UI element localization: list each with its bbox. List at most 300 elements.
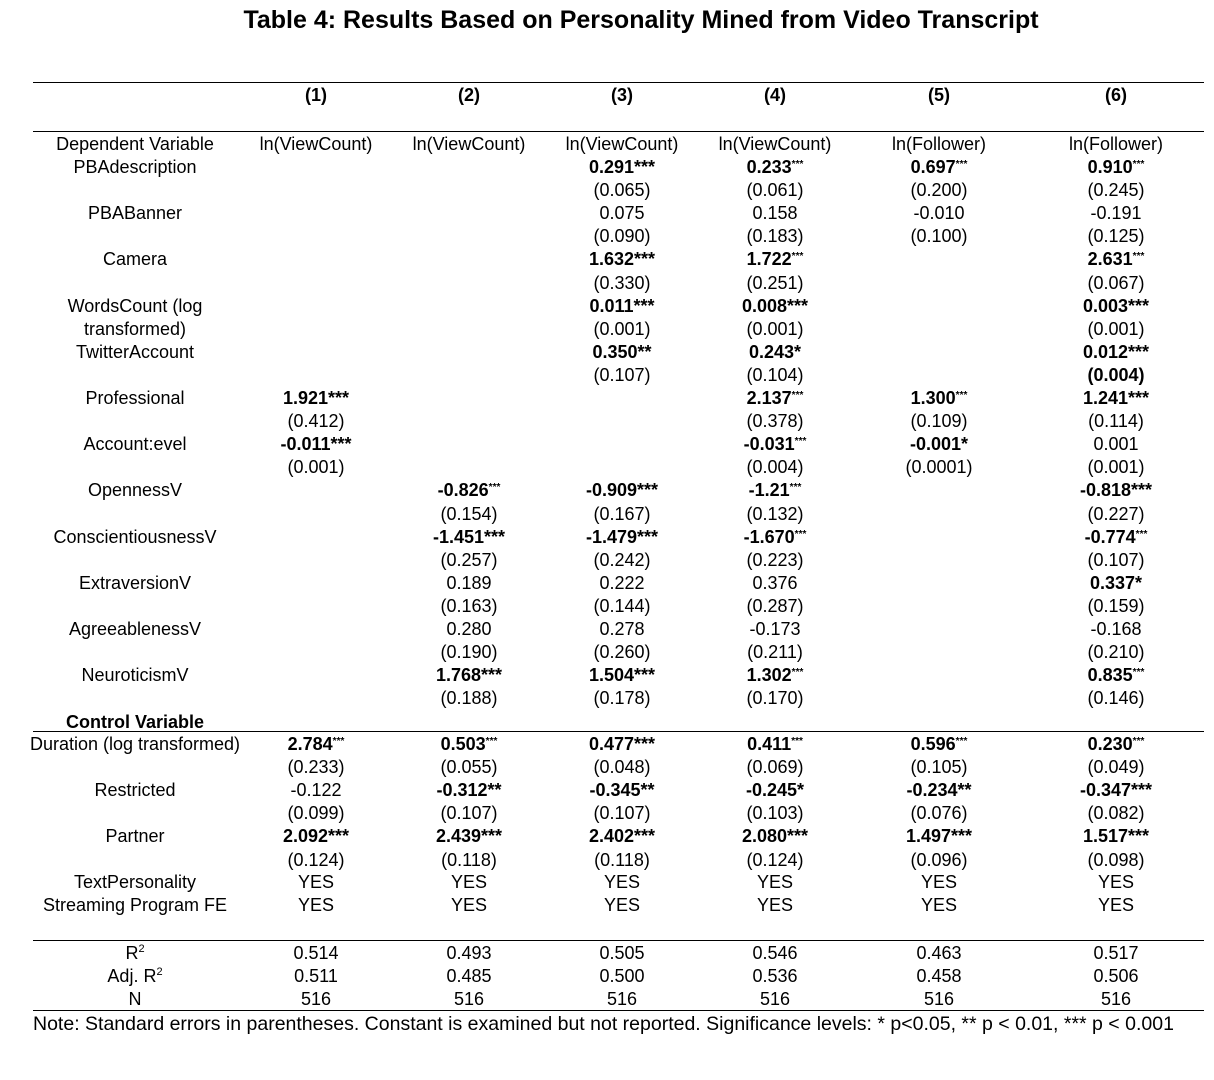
standard-error-value: (0.159) — [1087, 595, 1145, 616]
row-label — [25, 988, 245, 1011]
standard-error-cell — [241, 410, 391, 433]
significance-stars: *** — [1132, 736, 1145, 747]
standard-error-value: (0.154) — [440, 503, 498, 524]
significance-stars: *** — [791, 251, 804, 263]
fixed-effect-cell — [700, 871, 850, 894]
coefficient-value: 1.504*** — [588, 665, 656, 686]
coefficient-value: 0.008*** — [741, 295, 809, 316]
standard-error-value: (0.0001) — [905, 457, 973, 478]
standard-error-value: (0.330) — [593, 272, 651, 293]
column-header — [256, 84, 376, 107]
coefficient-cell — [547, 526, 697, 549]
standard-error-cell — [700, 225, 850, 248]
standard-error-cell — [394, 756, 544, 779]
standard-error-cell — [547, 318, 697, 341]
coefficient-value: 0.697 — [910, 157, 956, 177]
statistic-cell — [394, 965, 544, 988]
standard-error-cell — [864, 849, 1014, 872]
statistic-cell — [700, 965, 850, 988]
fixed-effect-cell — [241, 871, 391, 894]
statistic-cell — [394, 988, 544, 1011]
coefficient-cell — [1041, 387, 1191, 410]
row-label — [25, 202, 245, 225]
coefficient-value: 1.921*** — [282, 388, 350, 408]
standard-error-value: (0.001) — [593, 318, 651, 339]
coefficient-cell — [394, 618, 544, 641]
row-label — [25, 965, 245, 991]
coefficient-cell — [700, 779, 850, 802]
coefficient-cell — [700, 387, 850, 410]
standard-error-cell — [547, 503, 697, 526]
coefficient-value: -1.21 — [748, 480, 790, 501]
standard-error-cell — [547, 549, 697, 572]
standard-error-cell — [547, 756, 697, 779]
coefficient-cell — [547, 779, 697, 802]
coefficient-cell — [700, 156, 850, 179]
coefficient-value: 0.280 — [446, 619, 492, 639]
standard-error-cell — [394, 549, 544, 572]
coefficient-value: 2.631 — [1087, 249, 1133, 270]
standard-error-cell — [1041, 456, 1191, 479]
standard-error-cell — [547, 364, 697, 387]
fixed-effect-cell — [241, 894, 391, 917]
standard-error-value: (0.378) — [746, 411, 804, 432]
coefficient-value: -0.818*** — [1079, 480, 1153, 501]
standard-error-cell — [394, 641, 544, 664]
cell-text: YES — [450, 872, 488, 892]
standard-error-value: (0.076) — [910, 803, 968, 824]
fixed-effect-cell — [864, 871, 1014, 894]
coefficient-value: -0.312** — [436, 780, 502, 801]
row-label — [25, 341, 245, 364]
standard-error-cell — [1041, 849, 1191, 872]
coefficient-value: 0.596 — [910, 734, 956, 754]
coefficient-value: 1.768*** — [435, 665, 503, 686]
coefficient-cell — [547, 664, 697, 687]
standard-error-value: (0.233) — [287, 757, 345, 778]
cell-text: 516 — [1100, 989, 1132, 1010]
row-label-text: N — [128, 989, 142, 1010]
cell-text: 0.536 — [752, 966, 798, 987]
standard-error-value: (0.098) — [1087, 849, 1145, 870]
coefficient-value: -1.670 — [743, 526, 795, 547]
coefficient-value: -0.173 — [749, 619, 801, 639]
cell-text: 0.485 — [446, 966, 492, 987]
row-label-text: PBABanner — [87, 203, 183, 224]
coefficient-value: 0.230 — [1087, 734, 1133, 754]
coefficient-cell — [864, 433, 1014, 456]
standard-error-cell — [864, 179, 1014, 202]
row-label — [25, 894, 245, 917]
standard-error-value: (0.118) — [594, 849, 650, 870]
coefficient-cell — [1041, 664, 1191, 687]
standard-error-value: (0.188) — [440, 688, 498, 709]
standard-error-cell — [864, 410, 1014, 433]
coefficient-cell — [547, 733, 697, 756]
standard-error-value: (0.167) — [593, 503, 651, 524]
coefficient-value: 2.137 — [746, 388, 792, 408]
coefficient-value: 1.722 — [746, 249, 792, 270]
dependent-variable-cell — [1041, 133, 1191, 156]
coefficient-value: 1.300 — [910, 388, 956, 408]
cell-text: 516 — [923, 989, 955, 1010]
row-label-text: Adj. R — [107, 966, 157, 987]
statistic-cell — [241, 965, 391, 988]
coefficient-cell — [700, 433, 850, 456]
row-label-text: Restricted — [94, 780, 176, 801]
coefficient-value: 1.517*** — [1082, 826, 1150, 847]
standard-error-value: (0.210) — [1087, 642, 1145, 663]
statistic-cell — [700, 942, 850, 965]
coefficient-cell — [241, 387, 391, 410]
coefficient-value: 1.302 — [746, 665, 792, 686]
coefficient-value: 0.278 — [599, 619, 645, 639]
statistic-cell — [547, 988, 697, 1011]
coefficient-cell — [700, 248, 850, 271]
standard-error-cell — [1041, 179, 1191, 202]
statistic-cell — [1041, 965, 1191, 988]
coefficient-cell — [547, 295, 697, 318]
coefficient-cell — [700, 479, 850, 502]
standard-error-cell — [394, 687, 544, 710]
coefficient-cell — [241, 433, 391, 456]
control-variable-title — [25, 711, 245, 734]
significance-stars: *** — [955, 390, 968, 401]
row-label-text: ExtraversionV — [78, 572, 192, 593]
significance-stars: *** — [1132, 667, 1145, 679]
dependent-variable-cell — [241, 133, 391, 156]
row-label-text: NeuroticismV — [81, 665, 189, 686]
cell-text: YES — [756, 872, 794, 892]
standard-error-cell — [1041, 503, 1191, 526]
coefficient-value: 2.092*** — [282, 826, 350, 847]
cell-text: ln(Follower) — [891, 134, 987, 154]
standard-error-cell — [547, 272, 697, 295]
row-label — [25, 433, 245, 456]
coefficient-value: 0.337* — [1089, 572, 1143, 593]
coefficient-cell — [1041, 479, 1191, 502]
fixed-effect-cell — [1041, 871, 1191, 894]
standard-error-cell — [394, 802, 544, 825]
cell-text: 0.463 — [916, 943, 962, 963]
row-label-text: OpennessV — [87, 480, 183, 501]
coefficient-value: 0.835 — [1087, 665, 1133, 686]
table-note: Note: Standard errors in parentheses. Constant is examined but not reported. Significance levels: * p<0.05, ** p < 0.01, *** p < 0.001 — [33, 1013, 1174, 1035]
superscript: 2 — [156, 966, 163, 979]
cell-text: 0.506 — [1093, 966, 1139, 987]
statistic-cell — [547, 965, 697, 988]
statistic-cell — [241, 988, 391, 1011]
cell-text: 0.493 — [446, 943, 492, 963]
cell-text: YES — [920, 872, 958, 892]
coefficient-value: 0.503 — [440, 734, 486, 754]
coefficient-value: 2.080*** — [741, 826, 809, 847]
coefficient-cell — [700, 295, 850, 318]
row-label — [25, 664, 245, 687]
column-header-text: (1) — [305, 85, 327, 105]
standard-error-value: (0.211) — [747, 642, 803, 663]
coefficient-cell — [700, 202, 850, 225]
coefficient-cell — [394, 664, 544, 687]
standard-error-cell — [1041, 641, 1191, 664]
row-label-text: Duration (log transformed) — [29, 734, 241, 754]
standard-error-cell — [394, 503, 544, 526]
row-label-text: PBAdescription — [73, 157, 197, 177]
coefficient-value: -0.826 — [437, 480, 489, 501]
cell-text: ln(ViewCount) — [412, 134, 526, 154]
standard-error-cell — [700, 849, 850, 872]
dependent-variable-cell — [864, 133, 1014, 156]
coefficient-value: -1.479*** — [585, 526, 659, 547]
significance-stars: *** — [794, 436, 807, 448]
coefficient-value: 2.402*** — [588, 826, 656, 847]
dependent-variable-cell — [394, 133, 544, 156]
coefficient-value: -0.234** — [906, 780, 972, 801]
standard-error-cell — [864, 756, 1014, 779]
coefficient-cell — [1041, 341, 1191, 364]
coefficient-value: -1.451*** — [432, 526, 506, 547]
standard-error-value: (0.412) — [287, 411, 345, 432]
cell-text: 0.517 — [1093, 943, 1139, 963]
standard-error-value: (0.257) — [440, 549, 498, 570]
significance-stars: *** — [791, 667, 804, 679]
standard-error-value: (0.100) — [910, 226, 968, 247]
standard-error-cell — [1041, 595, 1191, 618]
statistic-cell — [700, 988, 850, 1011]
cell-text: 516 — [453, 989, 485, 1010]
statistic-cell — [864, 942, 1014, 965]
coefficient-cell — [241, 825, 391, 848]
significance-stars: *** — [955, 159, 968, 170]
standard-error-cell — [1041, 272, 1191, 295]
superscript: 2 — [138, 943, 145, 955]
column-header-text: (2) — [458, 85, 480, 105]
standard-error-value: (0.223) — [746, 549, 804, 570]
significance-stars: *** — [789, 482, 802, 494]
row-label — [25, 942, 245, 968]
standard-error-cell — [394, 595, 544, 618]
standard-error-cell — [547, 802, 697, 825]
coefficient-cell — [700, 572, 850, 595]
standard-error-cell — [241, 756, 391, 779]
coefficient-value: 0.291*** — [588, 157, 656, 177]
cell-text: ln(ViewCount) — [718, 134, 832, 154]
coefficient-cell — [394, 479, 544, 502]
dependent-variable-cell — [700, 133, 850, 156]
cell-text: 516 — [300, 989, 332, 1010]
standard-error-value: (0.245) — [1087, 180, 1145, 201]
standard-error-value: (0.287) — [746, 595, 804, 616]
row-label-text: Dependent Variable — [56, 134, 214, 154]
standard-error-cell — [700, 802, 850, 825]
standard-error-cell — [700, 410, 850, 433]
cell-text: YES — [603, 895, 641, 916]
coefficient-value: 0.012*** — [1082, 341, 1150, 362]
standard-error-cell — [547, 687, 697, 710]
standard-error-value: (0.251) — [746, 272, 804, 293]
standard-error-value: (0.107) — [593, 803, 651, 824]
standard-error-value: (0.055) — [440, 757, 498, 778]
standard-error-value: (0.124) — [287, 849, 345, 870]
standard-error-value: (0.090) — [593, 226, 651, 247]
standard-error-value: (0.163) — [440, 595, 498, 616]
standard-error-cell — [1041, 364, 1191, 387]
coefficient-cell — [700, 618, 850, 641]
standard-error-value: (0.107) — [1087, 549, 1145, 570]
coefficient-value: 0.222 — [599, 572, 645, 593]
standard-error-value: (0.170) — [746, 688, 804, 709]
coefficient-cell — [547, 618, 697, 641]
coefficient-cell — [700, 341, 850, 364]
standard-error-cell — [241, 802, 391, 825]
standard-error-value: (0.190) — [440, 642, 498, 663]
coefficient-cell — [547, 341, 697, 364]
coefficient-cell — [700, 664, 850, 687]
standard-error-value: (0.082) — [1087, 803, 1145, 824]
coefficient-cell — [241, 733, 391, 756]
standard-error-value: (0.004) — [746, 457, 804, 478]
row-label — [25, 295, 245, 341]
significance-stars: *** — [791, 159, 804, 170]
coefficient-cell — [1041, 618, 1191, 641]
coefficient-value: -0.011*** — [280, 434, 352, 455]
coefficient-value: 1.241*** — [1082, 388, 1150, 408]
standard-error-value: (0.061) — [746, 180, 804, 201]
statistic-cell — [1041, 942, 1191, 965]
cell-text: ln(Follower) — [1068, 134, 1164, 154]
row-label-text: TextPersonality — [73, 872, 197, 892]
coefficient-cell — [1041, 295, 1191, 318]
column-header-text: (5) — [928, 85, 950, 105]
standard-error-value: (0.048) — [593, 757, 651, 778]
standard-error-value: (0.105) — [910, 757, 968, 778]
standard-error-value: (0.001) — [287, 457, 345, 478]
row-label-text: ConscientiousnessV — [53, 526, 217, 547]
standard-error-value: (0.183) — [746, 226, 804, 247]
standard-error-value: (0.178) — [593, 688, 651, 709]
significance-stars: *** — [791, 736, 803, 747]
standard-error-value: (0.144) — [593, 595, 651, 616]
coefficient-value: -0.774 — [1084, 526, 1136, 547]
coefficient-value: 1.632*** — [588, 249, 656, 270]
cell-text: 516 — [759, 989, 791, 1010]
row-label — [25, 733, 245, 756]
standard-error-value: (0.132) — [746, 503, 804, 524]
significance-stars: *** — [1135, 528, 1148, 540]
coefficient-value: -0.168 — [1090, 619, 1142, 639]
standard-error-cell — [864, 225, 1014, 248]
standard-error-value: (0.001) — [1087, 318, 1145, 339]
row-label-text: WordsCount (log transformed) — [67, 295, 203, 339]
coefficient-value: 0.233 — [746, 157, 792, 177]
coefficient-cell — [547, 156, 697, 179]
fixed-effect-cell — [547, 871, 697, 894]
coefficient-cell — [1041, 248, 1191, 271]
coefficient-value: -0.001* — [909, 434, 969, 455]
cell-text: YES — [297, 895, 335, 916]
row-label-text: R — [125, 943, 139, 963]
coefficient-cell — [547, 572, 697, 595]
fixed-effect-cell — [864, 894, 1014, 917]
significance-stars: *** — [488, 482, 501, 494]
standard-error-value: (0.107) — [593, 364, 651, 385]
coefficient-cell — [1041, 733, 1191, 756]
significance-stars: *** — [1132, 251, 1145, 263]
coefficient-value: 0.477*** — [588, 734, 656, 754]
coefficient-cell — [394, 779, 544, 802]
standard-error-cell — [1041, 318, 1191, 341]
coefficient-cell — [1041, 825, 1191, 848]
coefficient-cell — [700, 825, 850, 848]
coefficient-cell — [547, 825, 697, 848]
column-header-text: (4) — [764, 85, 786, 105]
cell-text: YES — [450, 895, 488, 916]
coefficient-cell — [1041, 202, 1191, 225]
coefficient-value: 0.075 — [599, 203, 645, 224]
coefficient-cell — [1041, 572, 1191, 595]
standard-error-cell — [241, 849, 391, 872]
row-label-text: AgreeablenessV — [68, 619, 202, 639]
coefficient-value: 0.376 — [752, 572, 798, 593]
standard-error-cell — [700, 364, 850, 387]
coefficient-value: -0.122 — [290, 780, 342, 801]
coefficient-value: 0.189 — [446, 572, 492, 593]
row-label-text: Camera — [102, 249, 168, 270]
standard-error-value: (0.067) — [1087, 272, 1145, 293]
standard-error-cell — [700, 549, 850, 572]
standard-error-cell — [547, 225, 697, 248]
coefficient-cell — [700, 733, 850, 756]
standard-error-value: (0.096) — [910, 849, 968, 870]
coefficient-cell — [394, 572, 544, 595]
coefficient-value: 0.003*** — [1082, 295, 1150, 316]
coefficient-value: -0.031 — [743, 434, 795, 455]
cell-text: ln(ViewCount) — [259, 134, 373, 154]
cell-text: ln(ViewCount) — [565, 134, 679, 154]
fixed-effect-cell — [700, 894, 850, 917]
coefficient-value: -0.347*** — [1079, 780, 1153, 801]
coefficient-cell — [700, 526, 850, 549]
coefficient-cell — [1041, 433, 1191, 456]
fixed-effect-cell — [394, 894, 544, 917]
standard-error-value: (0.242) — [593, 549, 651, 570]
standard-error-cell — [700, 456, 850, 479]
standard-error-cell — [547, 179, 697, 202]
coefficient-cell — [864, 825, 1014, 848]
row-label-text: TwitterAccount — [75, 341, 195, 362]
row-label — [25, 248, 245, 271]
standard-error-value: (0.114) — [1088, 411, 1144, 432]
coefficient-value: -0.345** — [589, 780, 655, 801]
fixed-effect-cell — [547, 894, 697, 917]
standard-error-cell — [864, 456, 1014, 479]
standard-error-value: (0.124) — [746, 849, 804, 870]
row-label-text: Professional — [85, 388, 185, 408]
standard-error-value: (0.118) — [441, 849, 497, 870]
column-header — [562, 84, 682, 107]
coefficient-cell — [394, 825, 544, 848]
standard-error-value: (0.260) — [593, 642, 651, 663]
coefficient-cell — [864, 156, 1014, 179]
significance-stars: *** — [794, 528, 807, 540]
standard-error-cell — [547, 849, 697, 872]
standard-error-cell — [1041, 802, 1191, 825]
cell-text: YES — [1097, 872, 1135, 892]
coefficient-value: 1.497*** — [905, 826, 973, 847]
standard-error-cell — [394, 849, 544, 872]
cell-text: YES — [1097, 895, 1135, 916]
standard-error-cell — [700, 503, 850, 526]
